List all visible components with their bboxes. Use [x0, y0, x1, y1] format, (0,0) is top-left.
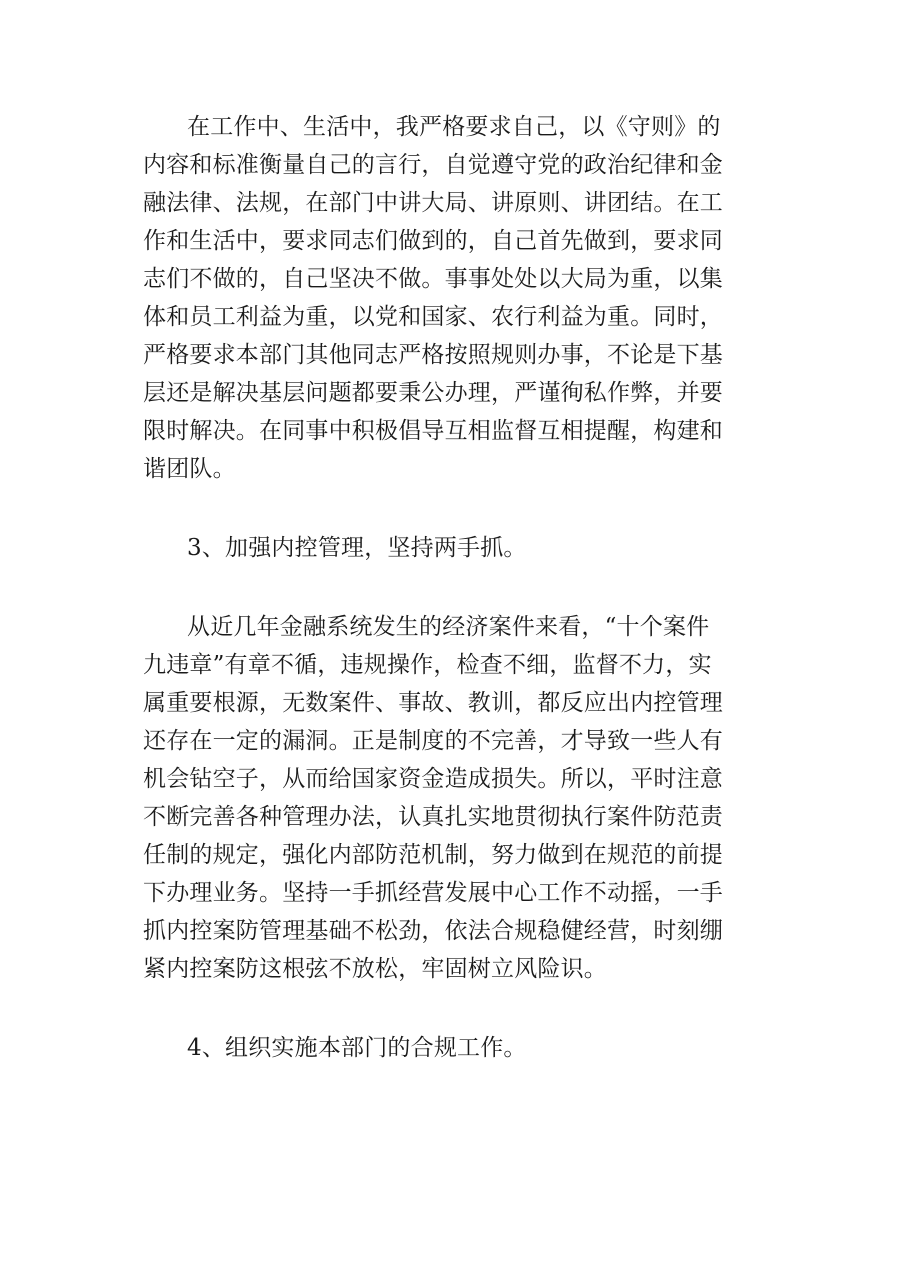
paragraph-line: 还存在一定的漏洞。正是制度的不完善，才导致一些人有	[143, 728, 723, 754]
paragraph-line: 机会钻空子，从而给国家资金造成损失。所以，平时注意	[143, 766, 723, 792]
paragraph-line: 属重要根源，无数案件、事故、教训，都反应出内控管理	[143, 690, 723, 716]
paragraph-line: 从近几年金融系统发生的经济案件来看，“十个案件	[187, 614, 710, 640]
paragraph-line: 下办理业务。坚持一手抓经营发展中心工作不动摇，一手	[143, 880, 723, 906]
paragraph-line: 作和生活中，要求同志们做到的，自己首先做到，要求同	[143, 228, 723, 254]
section-heading-4: 4、组织实施本部门的合规工作。	[187, 1035, 527, 1061]
paragraph-line: 体和员工利益为重，以党和国家、农行利益为重。同时，	[143, 304, 723, 330]
paragraph-line: 任制的规定，强化内部防范机制，努力做到在规范的前提	[143, 842, 723, 868]
paragraph-line: 抓内控案防管理基础不松劲，依法合规稳健经营，时刻绷	[143, 918, 723, 944]
paragraph-line: 融法律、法规，在部门中讲大局、讲原则、讲团结。在工	[143, 190, 723, 216]
paragraph-line: 紧内控案防这根弦不放松，牢固树立风险识。	[143, 956, 607, 982]
paragraph-line: 不断完善各种管理办法，认真扎实地贯彻执行案件防范责	[143, 804, 723, 830]
paragraph-line: 在工作中、生活中，我严格要求自己，以《守则》的	[187, 114, 721, 140]
paragraph-line: 志们不做的，自己坚决不做。事事处处以大局为重，以集	[143, 266, 723, 292]
section-heading-3: 3、加强内控管理，坚持两手抓。	[187, 535, 527, 561]
paragraph-line: 内容和标准衡量自己的言行，自觉遵守党的政治纪律和金	[143, 152, 723, 178]
paragraph-line: 限时解决。在同事中积极倡导互相监督互相提醒，构建和	[143, 418, 723, 444]
paragraph-line: 层还是解决基层问题都要秉公办理，严谨徇私作弊，并要	[143, 380, 723, 406]
paragraph-line: 谐团队。	[143, 456, 236, 482]
paragraph-line: 九违章”有章不循，违规操作，检查不细，监督不力，实	[143, 652, 712, 678]
paragraph-line: 严格要求本部门其他同志严格按照规则办事，不论是下基	[143, 342, 723, 368]
